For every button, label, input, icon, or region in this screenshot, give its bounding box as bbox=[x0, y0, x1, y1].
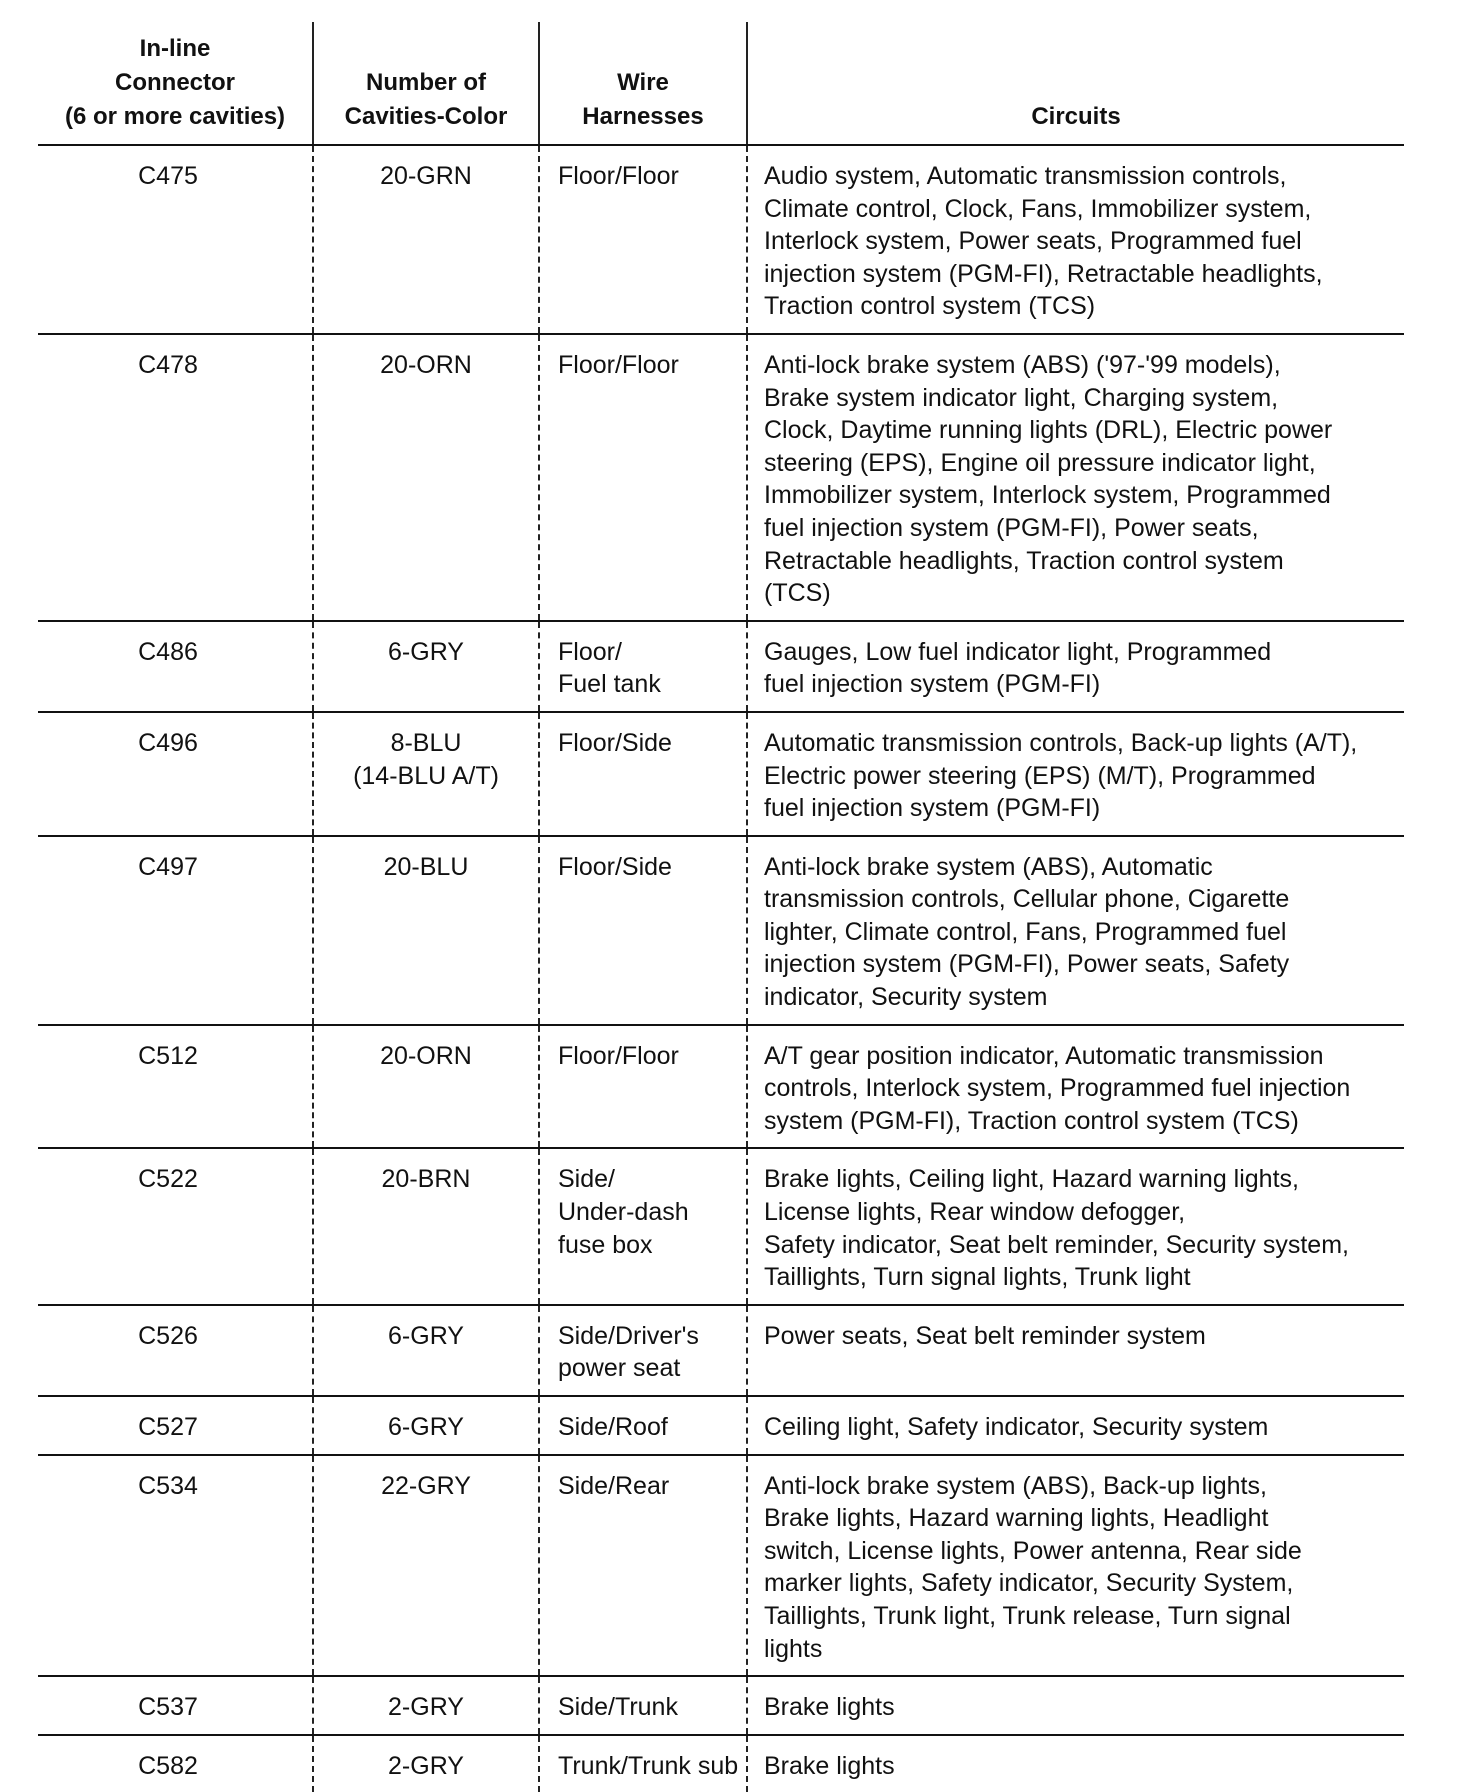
wire-harness-cell: Trunk/Trunk sub bbox=[539, 1735, 747, 1792]
table-row bbox=[38, 621, 1404, 712]
table-row bbox=[38, 1676, 1404, 1735]
wire-harness-cell: Floor/ Fuel tank bbox=[539, 621, 747, 712]
connector-cell: C486 bbox=[38, 621, 313, 712]
table-row bbox=[38, 1455, 1404, 1677]
connector-cell: C582 bbox=[38, 1735, 313, 1792]
circuits-cell: Anti-lock brake system (ABS), Automatic transmission controls, Cellular phone, Cigarette lighter, Climate control, Fans, Programmed fuel injection system (PGM-FI), Power seats, Safety indicator, Security system bbox=[747, 836, 1404, 1025]
cavities-color-cell: 20-GRN bbox=[313, 145, 539, 334]
wire-harness-cell: Side/Rear bbox=[539, 1455, 747, 1677]
cavities-color-cell: 6-GRY bbox=[313, 1305, 539, 1396]
circuits-cell: Anti-lock brake system (ABS) ('97-'99 models), Brake system indicator light, Charging system, Clock, Daytime running lights (DRL), Electric power steering (EPS), Engine oil pressure indicator light, Immobilizer system, Interlock system, Programmed fuel injection system (PGM-FI), Power seats, Retractable headlights, Traction control system (TCS) bbox=[747, 334, 1404, 621]
cavities-color-cell: 6-GRY bbox=[313, 621, 539, 712]
wire-harness-cell: Floor/Side bbox=[539, 712, 747, 836]
circuits-cell: Brake lights bbox=[747, 1735, 1404, 1792]
circuits-cell: Power seats, Seat belt reminder system bbox=[747, 1305, 1404, 1396]
circuits-cell: Audio system, Automatic transmission controls, Climate control, Clock, Fans, Immobilizer system, Interlock system, Power seats, Programmed fuel injection system (PGM-FI), Retractable headlights, Traction control system (TCS) bbox=[747, 145, 1404, 334]
wire-harness-cell: Side/ Under-dash fuse box bbox=[539, 1148, 747, 1304]
wire-harness-cell: Side/Trunk bbox=[539, 1676, 747, 1735]
circuits-cell: Brake lights, Ceiling light, Hazard warning lights, License lights, Rear window defogger, Safety indicator, Seat belt reminder, Security system, Taillights, Turn signal lights, Trunk light bbox=[747, 1148, 1404, 1304]
connector-table-sheet bbox=[38, 22, 1404, 1792]
connector-cell: C522 bbox=[38, 1148, 313, 1304]
cavities-color-cell: 20-ORN bbox=[313, 1025, 539, 1149]
wire-harness-cell: Side/Roof bbox=[539, 1396, 747, 1455]
table-body bbox=[38, 145, 1404, 1792]
connector-cell: C512 bbox=[38, 1025, 313, 1149]
connector-cell: C537 bbox=[38, 1676, 313, 1735]
circuits-cell: Ceiling light, Safety indicator, Security system bbox=[747, 1396, 1404, 1455]
connector-cell: C475 bbox=[138, 162, 198, 190]
connector-cell: C527 bbox=[38, 1396, 313, 1455]
header-circuits: Circuits bbox=[747, 22, 1404, 145]
table-row bbox=[38, 145, 1404, 334]
cavities-color-cell: 2-GRY bbox=[313, 1735, 539, 1792]
table-row bbox=[38, 334, 1404, 621]
header-cavities: Number of Cavities-Color bbox=[313, 22, 539, 145]
connector-cell: C497 bbox=[38, 836, 313, 1025]
cavities-color-cell: 22-GRY bbox=[313, 1455, 539, 1677]
connector-table bbox=[38, 22, 1404, 1792]
table-row bbox=[38, 836, 1404, 1025]
table-row bbox=[38, 712, 1404, 836]
wire-harness-cell: Floor/Floor bbox=[539, 334, 747, 621]
connector-cell: C496 bbox=[38, 712, 313, 836]
table-row bbox=[38, 1148, 1404, 1304]
cavities-color-cell: 20-BRN bbox=[313, 1148, 539, 1304]
wire-harness-cell: Side/Driver's power seat bbox=[539, 1305, 747, 1396]
connector-cell: C478 bbox=[38, 334, 313, 621]
circuits-cell: Automatic transmission controls, Back-up lights (A/T), Electric power steering (EPS) (M/T), Programmed fuel injection system (PGM-FI) bbox=[747, 712, 1404, 836]
cavities-color-cell: 2-GRY bbox=[313, 1676, 539, 1735]
wire-harness-cell: Floor/Side bbox=[539, 836, 747, 1025]
circuits-cell: Brake lights bbox=[747, 1676, 1404, 1735]
cavities-color-cell: 6-GRY bbox=[313, 1396, 539, 1455]
table-row bbox=[38, 1735, 1404, 1792]
wire-harness-cell: Floor/Floor bbox=[539, 1025, 747, 1149]
circuits-cell: Gauges, Low fuel indicator light, Programmed fuel injection system (PGM-FI) bbox=[747, 621, 1404, 712]
table-header-row bbox=[38, 22, 1404, 145]
table-row bbox=[38, 1025, 1404, 1149]
table-row bbox=[38, 1305, 1404, 1396]
table-row bbox=[38, 1396, 1404, 1455]
header-connector: In-line Connector (6 or more cavities) bbox=[38, 22, 313, 145]
cavities-color-cell: 20-ORN bbox=[313, 334, 539, 621]
connector-cell: C526 bbox=[38, 1305, 313, 1396]
circuits-cell: Anti-lock brake system (ABS), Back-up lights, Brake lights, Hazard warning lights, Headlight switch, License lights, Power antenna, Rear side marker lights, Safety indicator, Security System, Taillights, Trunk light, Trunk release, Turn signal lights bbox=[747, 1455, 1404, 1677]
wire-harness-cell: Floor/Floor bbox=[539, 145, 747, 334]
header-harnesses: Wire Harnesses bbox=[539, 22, 747, 145]
cavities-color-cell: 20-BLU bbox=[313, 836, 539, 1025]
circuits-cell: A/T gear position indicator, Automatic transmission controls, Interlock system, Programmed fuel injection system (PGM-FI), Traction control system (TCS) bbox=[747, 1025, 1404, 1149]
cavities-color-cell: 8-BLU (14-BLU A/T) bbox=[313, 712, 539, 836]
connector-cell: C534 bbox=[38, 1455, 313, 1677]
